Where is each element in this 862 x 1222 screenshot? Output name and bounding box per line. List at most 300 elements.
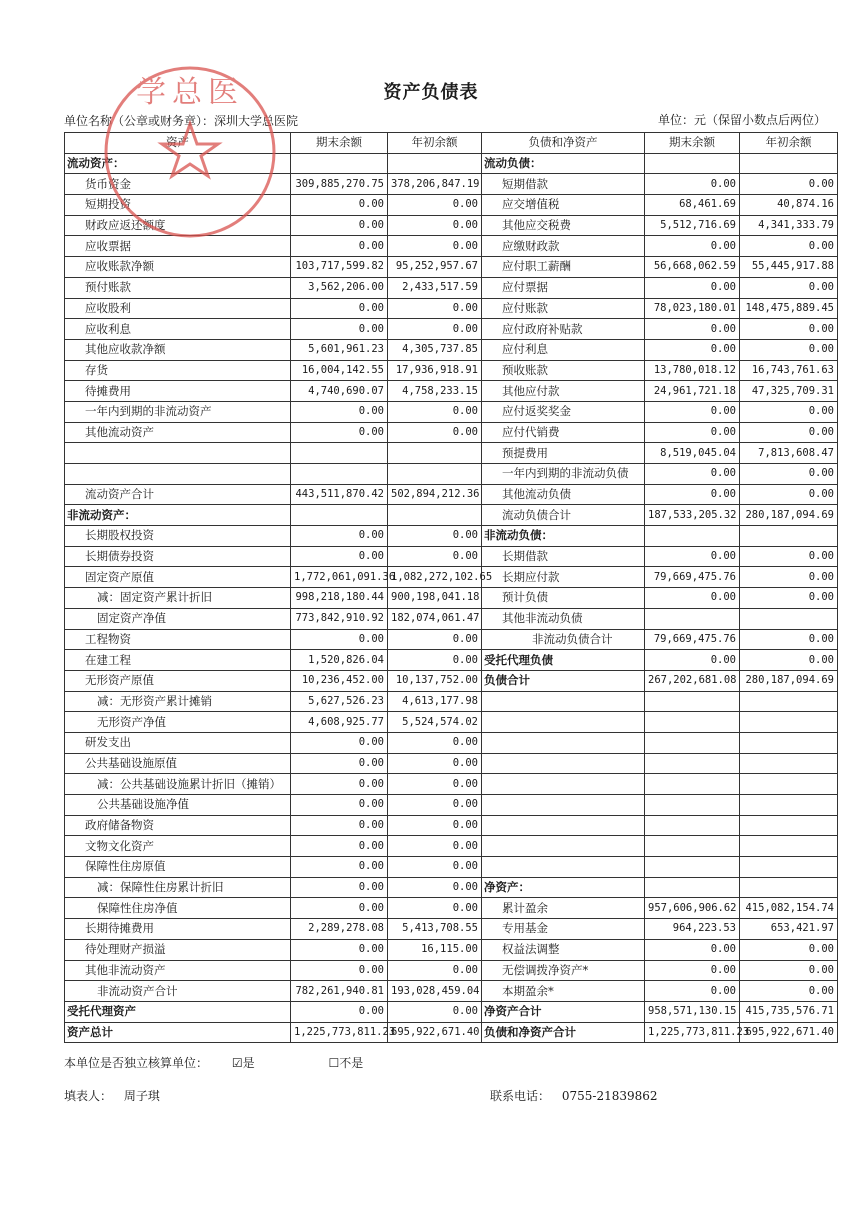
liability-begin-balance — [740, 815, 838, 836]
unit-name-label: 单位名称（公章或财务章）：深圳大学总医院 — [64, 114, 299, 128]
liability-begin-balance: 0.00 — [740, 939, 838, 960]
asset-end-balance: 10,236,452.00 — [291, 670, 388, 691]
liability-begin-balance — [740, 774, 838, 795]
liability-end-balance: 79,669,475.76 — [645, 567, 740, 588]
asset-end-balance: 103,717,599.82 — [291, 257, 388, 278]
liability-item-label: 流动负债： — [482, 153, 645, 174]
asset-begin-balance: 95,252,957.67 — [388, 257, 482, 278]
liability-item-label: 长期借款 — [482, 546, 645, 567]
liability-item-label: 其他应付款 — [482, 381, 645, 402]
asset-end-balance: 0.00 — [291, 815, 388, 836]
liability-end-balance: 24,961,721.18 — [645, 381, 740, 402]
table-row — [65, 732, 838, 753]
table-row — [65, 857, 838, 878]
liability-begin-balance — [740, 877, 838, 898]
liability-end-balance: 1,225,773,811.23 — [645, 1022, 740, 1043]
preparer-name: 周子琪 — [123, 1089, 160, 1103]
liability-end-balance: 0.00 — [645, 939, 740, 960]
asset-item-label: 固定资产原值 — [65, 567, 291, 588]
liability-item-label — [482, 815, 645, 836]
liability-item-label — [482, 774, 645, 795]
liability-end-balance — [645, 857, 740, 878]
asset-item-label: 其他非流动资产 — [65, 960, 291, 981]
liability-end-balance: 0.00 — [645, 546, 740, 567]
liability-end-balance: 8,519,045.04 — [645, 443, 740, 464]
asset-item-label: 一年内到期的非流动资产 — [65, 401, 291, 422]
header-assets: 资产 — [65, 133, 291, 154]
liability-end-balance — [645, 712, 740, 733]
phone-line — [490, 1087, 658, 1104]
liability-item-label: 无偿调拨净资产* — [482, 960, 645, 981]
liability-end-balance — [645, 526, 740, 547]
table-row — [65, 298, 838, 319]
asset-begin-balance: 0.00 — [388, 732, 482, 753]
liability-begin-balance: 280,187,094.69 — [740, 505, 838, 526]
table-row — [65, 505, 838, 526]
asset-end-balance: 0.00 — [291, 236, 388, 257]
table-row — [65, 215, 838, 236]
asset-end-balance: 0.00 — [291, 795, 388, 816]
asset-end-balance — [291, 153, 388, 174]
table-row — [65, 919, 838, 940]
table-row — [65, 836, 838, 857]
liability-item-label — [482, 857, 645, 878]
liability-begin-balance: 0.00 — [740, 546, 838, 567]
table-row — [65, 422, 838, 443]
header-liabilities: 负债和净资产 — [482, 133, 645, 154]
asset-begin-balance: 378,206,847.19 — [388, 174, 482, 195]
table-row — [65, 567, 838, 588]
asset-item-label: 减：固定资产累计折旧 — [65, 588, 291, 609]
table-row — [65, 712, 838, 733]
asset-item-label: 财政应返还额度 — [65, 215, 291, 236]
asset-begin-balance: 0.00 — [388, 319, 482, 340]
liability-begin-balance: 0.00 — [740, 960, 838, 981]
liability-end-balance: 5,512,716.69 — [645, 215, 740, 236]
independent-accounting-line — [64, 1054, 383, 1071]
liability-item-label — [482, 795, 645, 816]
liability-begin-balance: 0.00 — [740, 422, 838, 443]
liability-begin-balance: 280,187,094.69 — [740, 670, 838, 691]
asset-item-label: 公共基础设施原值 — [65, 753, 291, 774]
asset-begin-balance: 16,115.00 — [388, 939, 482, 960]
table-row — [65, 939, 838, 960]
asset-end-balance: 0.00 — [291, 877, 388, 898]
header-liabilities-begin-balance: 年初余额 — [740, 133, 838, 154]
asset-begin-balance: 900,198,041.18 — [388, 588, 482, 609]
asset-begin-balance: 0.00 — [388, 877, 482, 898]
asset-end-balance: 0.00 — [291, 422, 388, 443]
asset-begin-balance: 695,922,671.40 — [388, 1022, 482, 1043]
asset-item-label: 公共基础设施净值 — [65, 795, 291, 816]
phone-number: 0755-21839862 — [561, 1089, 658, 1103]
table-row — [65, 464, 838, 485]
table-row — [65, 277, 838, 298]
liability-begin-balance: 0.00 — [740, 650, 838, 671]
asset-item-label: 工程物资 — [65, 629, 291, 650]
asset-begin-balance: 0.00 — [388, 960, 482, 981]
table-row — [65, 608, 838, 629]
liability-item-label: 流动负债合计 — [482, 505, 645, 526]
liability-end-balance: 0.00 — [645, 650, 740, 671]
table-row — [65, 691, 838, 712]
liability-end-balance — [645, 815, 740, 836]
liability-item-label: 应付代销费 — [482, 422, 645, 443]
asset-end-balance: 0.00 — [291, 732, 388, 753]
liability-item-label: 受托代理负债 — [482, 650, 645, 671]
asset-item-label: 长期股权投资 — [65, 526, 291, 547]
liability-item-label: 其他流动负债 — [482, 484, 645, 505]
option-no-checkbox[interactable]: ☐不是 — [328, 1056, 364, 1070]
asset-end-balance: 5,601,961.23 — [291, 339, 388, 360]
asset-begin-balance: 0.00 — [388, 753, 482, 774]
liability-item-label: 预提费用 — [482, 443, 645, 464]
liability-begin-balance: 0.00 — [740, 401, 838, 422]
table-row — [65, 401, 838, 422]
liability-begin-balance: 0.00 — [740, 464, 838, 485]
asset-end-balance: 0.00 — [291, 898, 388, 919]
liability-begin-balance: 55,445,917.88 — [740, 257, 838, 278]
asset-end-balance: 4,608,925.77 — [291, 712, 388, 733]
header-liabilities-end-balance: 期末余额 — [645, 133, 740, 154]
table-row — [65, 319, 838, 340]
asset-end-balance — [291, 505, 388, 526]
liability-end-balance: 0.00 — [645, 981, 740, 1002]
asset-item-label: 非流动资产合计 — [65, 981, 291, 1002]
asset-item-label: 其他应收款净额 — [65, 339, 291, 360]
asset-item-label: 应收利息 — [65, 319, 291, 340]
table-row — [65, 815, 838, 836]
liability-item-label: 权益法调整 — [482, 939, 645, 960]
table-row — [65, 381, 838, 402]
table-header-row — [65, 133, 838, 154]
liability-begin-balance: 40,874.16 — [740, 195, 838, 216]
asset-item-label: 应收票据 — [65, 236, 291, 257]
asset-end-balance: 1,772,061,091.36 — [291, 567, 388, 588]
asset-item-label: 减：无形资产累计摊销 — [65, 691, 291, 712]
table-row — [65, 257, 838, 278]
table-row — [65, 360, 838, 381]
table-row — [65, 443, 838, 464]
liability-end-balance: 0.00 — [645, 319, 740, 340]
liability-end-balance: 958,571,130.15 — [645, 1001, 740, 1022]
asset-item-label: 受托代理资产 — [65, 1001, 291, 1022]
asset-item-label: 长期待摊费用 — [65, 919, 291, 940]
table-row — [65, 236, 838, 257]
liability-begin-balance: 7,813,608.47 — [740, 443, 838, 464]
liability-item-label — [482, 712, 645, 733]
table-row — [65, 670, 838, 691]
asset-end-balance: 773,842,910.92 — [291, 608, 388, 629]
asset-begin-balance: 0.00 — [388, 546, 482, 567]
liability-end-balance — [645, 153, 740, 174]
liability-begin-balance: 0.00 — [740, 339, 838, 360]
balance-sheet-table — [64, 132, 838, 1043]
liability-end-balance — [645, 877, 740, 898]
liability-item-label — [482, 732, 645, 753]
asset-item-label: 在建工程 — [65, 650, 291, 671]
asset-item-label: 应收账款净额 — [65, 257, 291, 278]
liability-item-label: 累计盈余 — [482, 898, 645, 919]
liability-item-label — [482, 836, 645, 857]
asset-end-balance: 0.00 — [291, 298, 388, 319]
asset-begin-balance — [388, 464, 482, 485]
liability-end-balance: 56,668,062.59 — [645, 257, 740, 278]
liability-item-label: 预收账款 — [482, 360, 645, 381]
asset-begin-balance: 0.00 — [388, 526, 482, 547]
liability-begin-balance — [740, 526, 838, 547]
asset-begin-balance: 1,082,272,102.65 — [388, 567, 482, 588]
asset-begin-balance: 0.00 — [388, 1001, 482, 1022]
asset-item-label: 短期投资 — [65, 195, 291, 216]
page-title: 资产负债表 — [383, 82, 479, 103]
asset-end-balance: 443,511,870.42 — [291, 484, 388, 505]
liability-item-label: 负债合计 — [482, 670, 645, 691]
table-row — [65, 650, 838, 671]
liability-item-label: 应付账款 — [482, 298, 645, 319]
asset-item-label: 存货 — [65, 360, 291, 381]
asset-item-label: 非流动资产： — [65, 505, 291, 526]
liability-end-balance — [645, 691, 740, 712]
liability-begin-balance: 0.00 — [740, 174, 838, 195]
asset-item-label: 货币资金 — [65, 174, 291, 195]
table-row — [65, 795, 838, 816]
liability-end-balance: 0.00 — [645, 174, 740, 195]
asset-item-label: 待处理财产损溢 — [65, 939, 291, 960]
asset-item-label: 减：公共基础设施累计折旧（摊销） — [65, 774, 291, 795]
liability-end-balance — [645, 774, 740, 795]
liability-item-label: 预计负债 — [482, 588, 645, 609]
asset-begin-balance: 0.00 — [388, 215, 482, 236]
asset-end-balance — [291, 443, 388, 464]
liability-end-balance — [645, 795, 740, 816]
liability-begin-balance: 0.00 — [740, 629, 838, 650]
liability-item-label: 净资产合计 — [482, 1001, 645, 1022]
liability-end-balance: 68,461.69 — [645, 195, 740, 216]
liability-item-label: 其他应交税费 — [482, 215, 645, 236]
asset-item-label: 无形资产净值 — [65, 712, 291, 733]
header-assets-begin-balance: 年初余额 — [388, 133, 482, 154]
table-row — [65, 877, 838, 898]
asset-begin-balance: 0.00 — [388, 401, 482, 422]
liability-begin-balance: 4,341,333.79 — [740, 215, 838, 236]
liability-end-balance: 0.00 — [645, 339, 740, 360]
asset-end-balance: 2,289,278.08 — [291, 919, 388, 940]
liability-item-label: 短期借款 — [482, 174, 645, 195]
table-row — [65, 526, 838, 547]
liability-begin-balance: 695,922,671.40 — [740, 1022, 838, 1043]
asset-end-balance: 0.00 — [291, 319, 388, 340]
liability-begin-balance — [740, 836, 838, 857]
liability-begin-balance: 0.00 — [740, 567, 838, 588]
table-row — [65, 484, 838, 505]
option-yes-checkbox[interactable]: ☑是 — [231, 1056, 255, 1070]
asset-begin-balance: 17,936,918.91 — [388, 360, 482, 381]
liability-item-label: 其他非流动负债 — [482, 608, 645, 629]
liability-item-label: 应付职工薪酬 — [482, 257, 645, 278]
liability-end-balance: 0.00 — [645, 422, 740, 443]
liability-end-balance — [645, 753, 740, 774]
asset-end-balance: 5,627,526.23 — [291, 691, 388, 712]
liability-end-balance: 187,533,205.32 — [645, 505, 740, 526]
liability-begin-balance: 0.00 — [740, 981, 838, 1002]
table-row — [65, 1001, 838, 1022]
asset-begin-balance: 0.00 — [388, 422, 482, 443]
asset-begin-balance: 0.00 — [388, 836, 482, 857]
liability-begin-balance: 415,082,154.74 — [740, 898, 838, 919]
liability-begin-balance: 0.00 — [740, 588, 838, 609]
phone-label: 联系电话： — [490, 1089, 551, 1103]
liability-item-label: 本期盈余* — [482, 981, 645, 1002]
asset-end-balance: 16,004,142.55 — [291, 360, 388, 381]
table-row — [65, 174, 838, 195]
independent-question: 本单位是否独立核算单位： — [64, 1056, 209, 1070]
liability-begin-balance — [740, 608, 838, 629]
asset-item-label: 其他流动资产 — [65, 422, 291, 443]
asset-end-balance: 0.00 — [291, 1001, 388, 1022]
liability-begin-balance: 148,475,889.45 — [740, 298, 838, 319]
liability-item-label: 非流动负债合计 — [482, 629, 645, 650]
asset-end-balance: 0.00 — [291, 960, 388, 981]
asset-begin-balance: 0.00 — [388, 774, 482, 795]
liability-begin-balance: 653,421.97 — [740, 919, 838, 940]
table-row — [65, 981, 838, 1002]
liability-begin-balance — [740, 153, 838, 174]
liability-begin-balance — [740, 712, 838, 733]
preparer-line — [64, 1087, 160, 1104]
asset-begin-balance: 5,524,574.02 — [388, 712, 482, 733]
liability-begin-balance — [740, 753, 838, 774]
asset-begin-balance — [388, 153, 482, 174]
asset-item-label: 应收股利 — [65, 298, 291, 319]
asset-begin-balance: 0.00 — [388, 650, 482, 671]
asset-end-balance: 0.00 — [291, 215, 388, 236]
asset-item-label: 待摊费用 — [65, 381, 291, 402]
table-row — [65, 753, 838, 774]
table-row — [65, 546, 838, 567]
asset-item-label: 保障性住房原值 — [65, 857, 291, 878]
liability-end-balance: 267,202,681.08 — [645, 670, 740, 691]
table-row — [65, 960, 838, 981]
asset-begin-balance: 10,137,752.00 — [388, 670, 482, 691]
asset-begin-balance — [388, 505, 482, 526]
liability-begin-balance — [740, 857, 838, 878]
table-row — [65, 774, 838, 795]
liability-item-label: 专用基金 — [482, 919, 645, 940]
asset-begin-balance: 0.00 — [388, 236, 482, 257]
liability-item-label — [482, 753, 645, 774]
liability-end-balance: 0.00 — [645, 236, 740, 257]
asset-end-balance: 0.00 — [291, 939, 388, 960]
asset-item-label: 流动资产合计 — [65, 484, 291, 505]
asset-item-label: 资产总计 — [65, 1022, 291, 1043]
liability-end-balance — [645, 608, 740, 629]
liability-begin-balance — [740, 732, 838, 753]
liability-begin-balance: 0.00 — [740, 484, 838, 505]
table-row — [65, 153, 838, 174]
asset-begin-balance — [388, 443, 482, 464]
liability-end-balance: 957,606,906.62 — [645, 898, 740, 919]
asset-begin-balance: 4,613,177.98 — [388, 691, 482, 712]
preparer-label: 填表人： — [64, 1089, 113, 1103]
asset-end-balance: 0.00 — [291, 195, 388, 216]
liability-item-label: 长期应付款 — [482, 567, 645, 588]
liability-end-balance: 0.00 — [645, 277, 740, 298]
asset-begin-balance: 4,758,233.15 — [388, 381, 482, 402]
asset-end-balance: 0.00 — [291, 401, 388, 422]
asset-end-balance: 0.00 — [291, 526, 388, 547]
liability-begin-balance: 0.00 — [740, 277, 838, 298]
asset-item-label: 流动资产： — [65, 153, 291, 174]
asset-end-balance: 0.00 — [291, 753, 388, 774]
asset-item-label: 保障性住房净值 — [65, 898, 291, 919]
asset-item-label: 长期债券投资 — [65, 546, 291, 567]
asset-end-balance — [291, 464, 388, 485]
asset-begin-balance: 4,305,737.85 — [388, 339, 482, 360]
asset-begin-balance: 0.00 — [388, 195, 482, 216]
asset-item-label: 预付账款 — [65, 277, 291, 298]
header-assets-end-balance: 期末余额 — [291, 133, 388, 154]
asset-begin-balance: 0.00 — [388, 629, 482, 650]
liability-begin-balance: 16,743,761.63 — [740, 360, 838, 381]
liability-begin-balance: 47,325,709.31 — [740, 381, 838, 402]
svg-text:学总医: 学总医 — [136, 75, 244, 110]
asset-begin-balance: 0.00 — [388, 898, 482, 919]
liability-end-balance: 0.00 — [645, 464, 740, 485]
liability-item-label: 应付政府补贴款 — [482, 319, 645, 340]
asset-item-label — [65, 464, 291, 485]
liability-end-balance: 0.00 — [645, 484, 740, 505]
liability-begin-balance — [740, 691, 838, 712]
liability-end-balance: 0.00 — [645, 588, 740, 609]
asset-end-balance: 3,562,206.00 — [291, 277, 388, 298]
table-row — [65, 588, 838, 609]
asset-end-balance: 782,261,940.81 — [291, 981, 388, 1002]
asset-begin-balance: 0.00 — [388, 857, 482, 878]
table-row — [65, 629, 838, 650]
table-row — [65, 195, 838, 216]
liability-begin-balance: 415,735,576.71 — [740, 1001, 838, 1022]
asset-end-balance: 1,225,773,811.23 — [291, 1022, 388, 1043]
table-row — [65, 898, 838, 919]
asset-end-balance: 1,520,826.04 — [291, 650, 388, 671]
liability-end-balance — [645, 836, 740, 857]
liability-item-label: 净资产： — [482, 877, 645, 898]
liability-item-label: 一年内到期的非流动负债 — [482, 464, 645, 485]
currency-unit-label: 单位：元（保留小数点后两位） — [657, 113, 826, 127]
liability-begin-balance: 0.00 — [740, 319, 838, 340]
liability-item-label: 非流动负债： — [482, 526, 645, 547]
asset-end-balance: 998,218,180.44 — [291, 588, 388, 609]
asset-begin-balance: 0.00 — [388, 298, 482, 319]
liability-end-balance — [645, 732, 740, 753]
liability-item-label: 应付票据 — [482, 277, 645, 298]
asset-end-balance: 0.00 — [291, 774, 388, 795]
asset-item-label: 无形资产原值 — [65, 670, 291, 691]
asset-begin-balance: 193,028,459.04 — [388, 981, 482, 1002]
liability-end-balance: 13,780,018.12 — [645, 360, 740, 381]
liability-end-balance: 964,223.53 — [645, 919, 740, 940]
liability-begin-balance — [740, 795, 838, 816]
asset-item-label: 文物文化资产 — [65, 836, 291, 857]
asset-item-label — [65, 443, 291, 464]
liability-end-balance: 78,023,180.01 — [645, 298, 740, 319]
liability-end-balance: 0.00 — [645, 960, 740, 981]
liability-item-label: 负债和净资产合计 — [482, 1022, 645, 1043]
asset-item-label: 研发支出 — [65, 732, 291, 753]
liability-item-label: 应付利息 — [482, 339, 645, 360]
liability-begin-balance: 0.00 — [740, 236, 838, 257]
